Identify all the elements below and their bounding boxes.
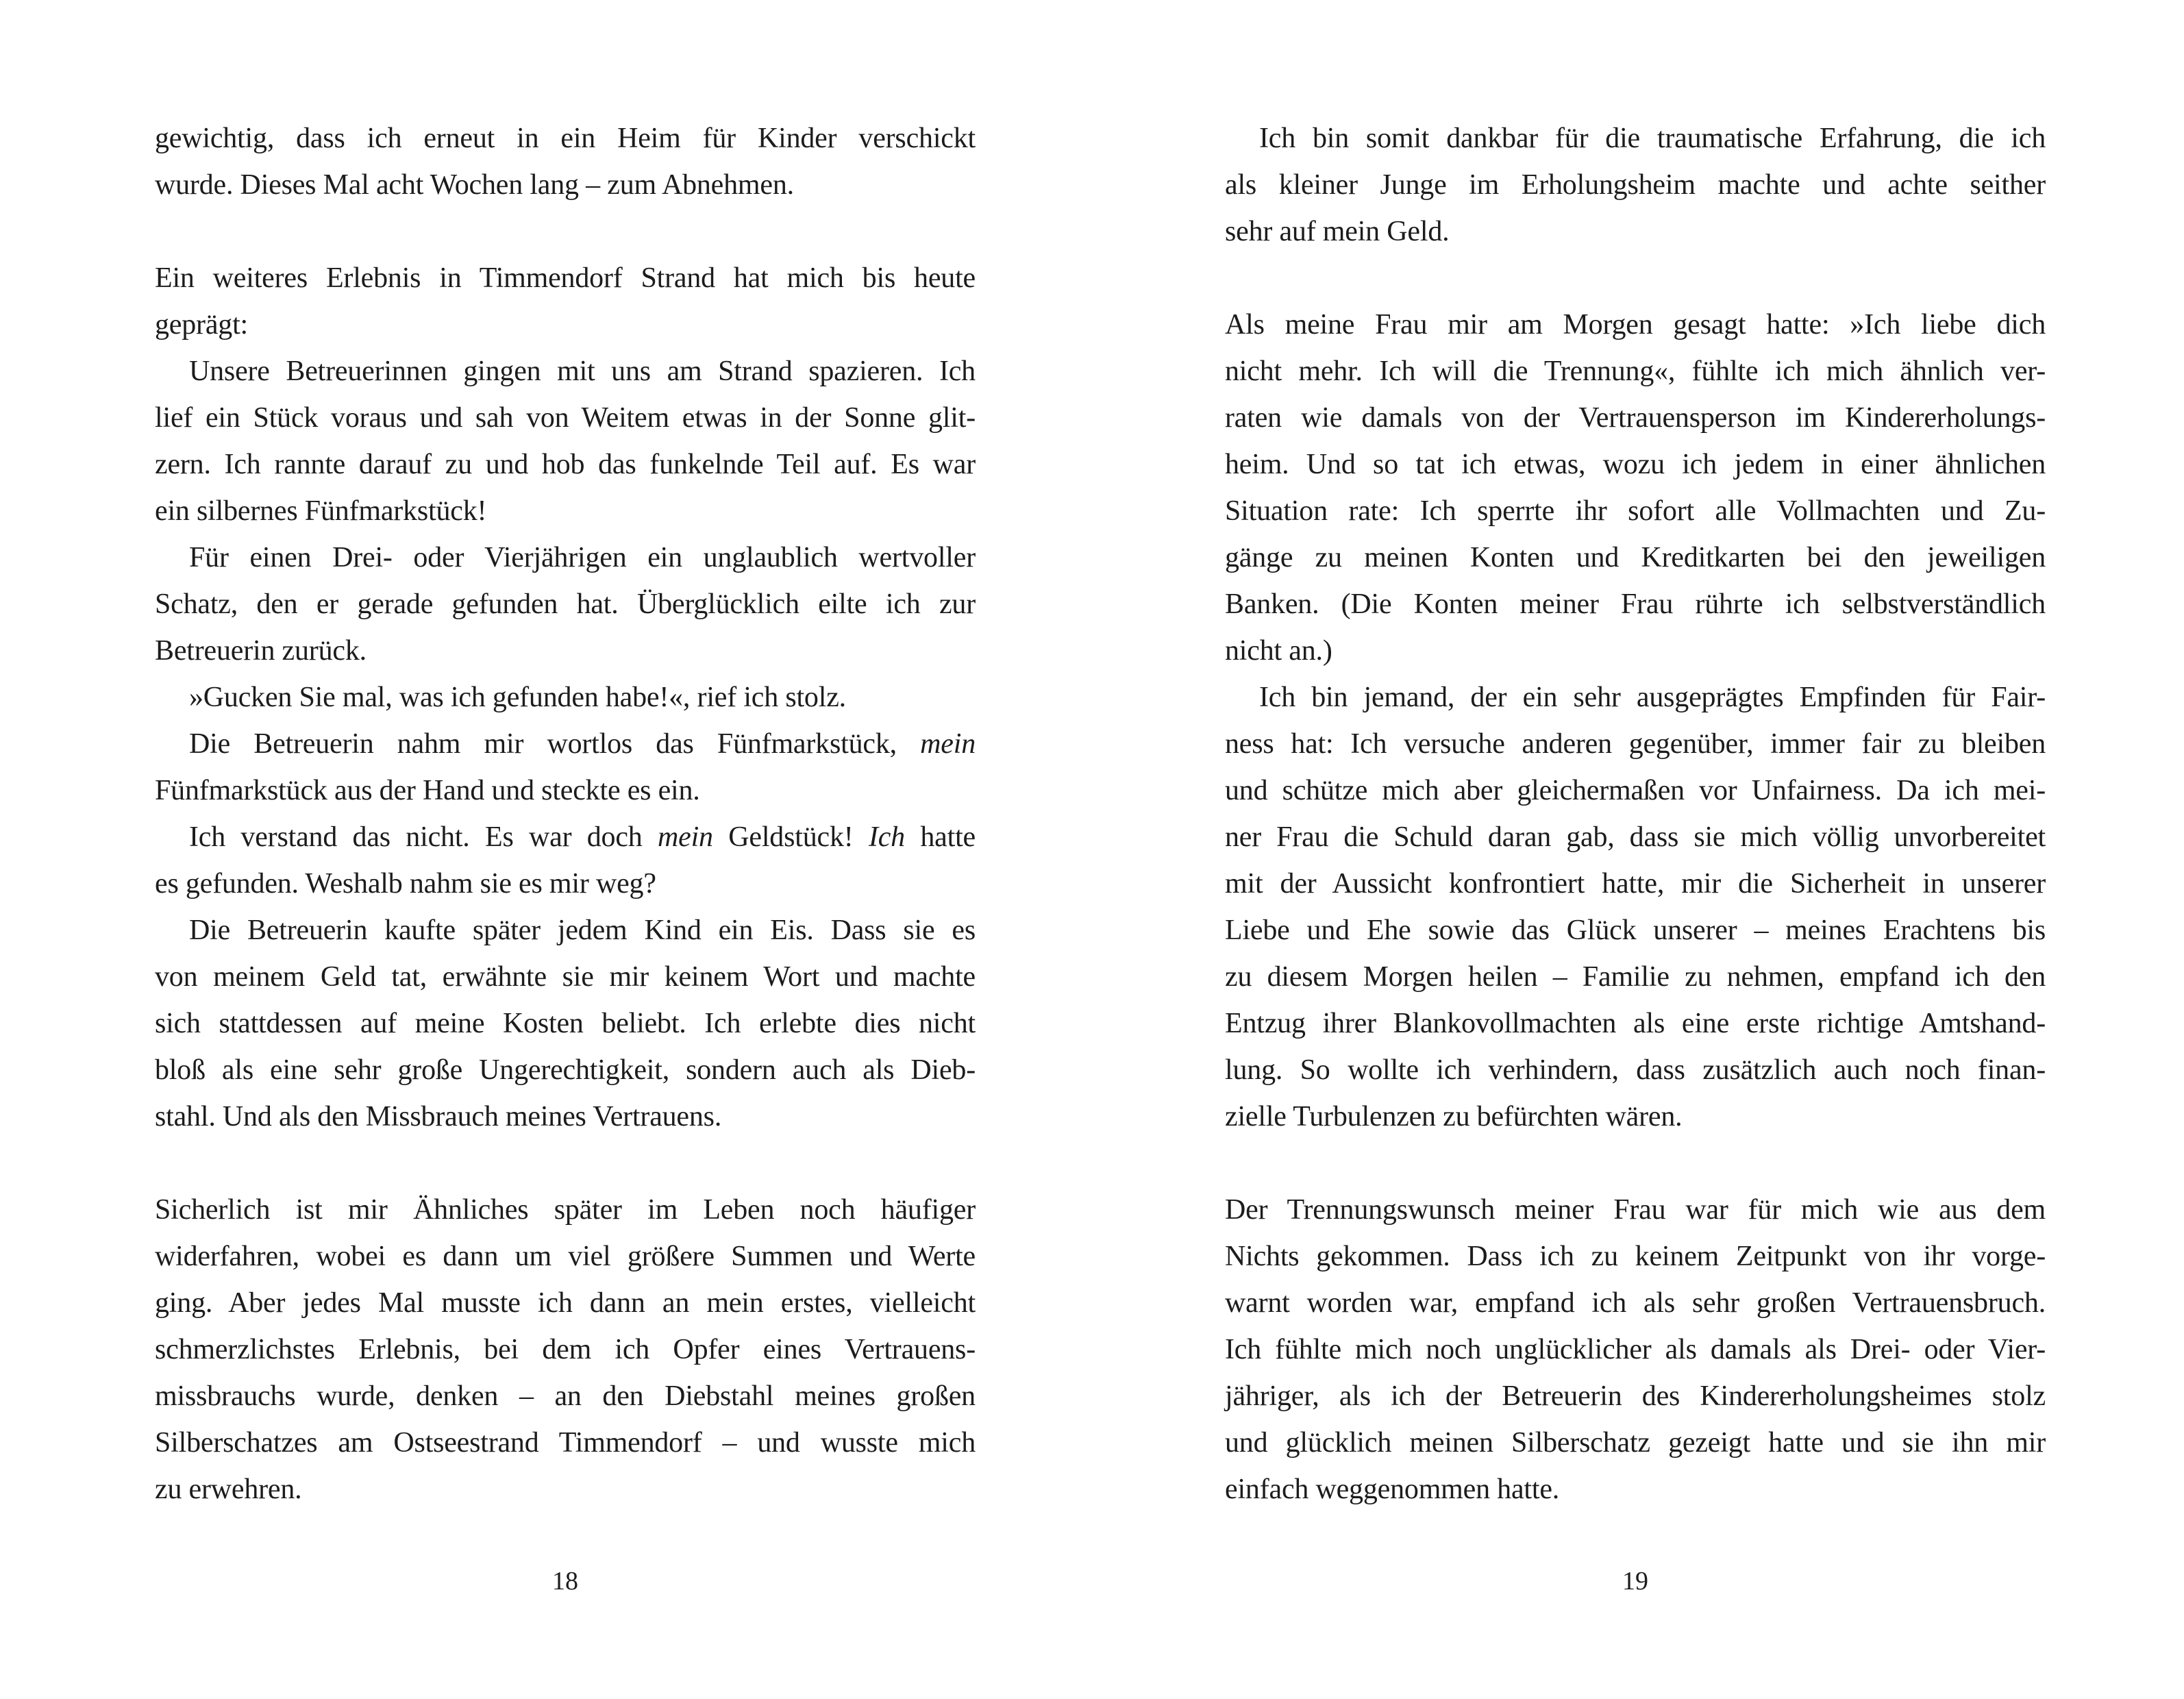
text-run: nicht an.) — [1225, 635, 1332, 667]
text-line — [1225, 1047, 2046, 1093]
text-run: Die Betreuerin nahm mir wortlos das Fünfmarkstück, — [189, 728, 921, 760]
text-run: Für einen Drei- oder Vierjährigen ein unglaublich wertvoller — [189, 542, 976, 573]
text-run: sich stattdessen auf meine Kosten beliebt. Ich erlebte dies nicht — [155, 1008, 976, 1039]
text-line — [155, 488, 976, 534]
text-line — [1225, 115, 2046, 162]
text-run: hatte — [904, 821, 976, 853]
page-right-number: 19 — [1622, 1567, 1648, 1596]
text-run: Fünfmarkstück aus der Hand und steckte es ein. — [155, 775, 700, 806]
paragraph — [155, 814, 976, 907]
text-run: Sicherlich ist mir Ähnliches später im Leben noch häufiger — [155, 1194, 976, 1226]
text-run: Betreuerin zurück. — [155, 635, 367, 667]
text-line — [155, 1326, 976, 1373]
page-left-text — [155, 115, 976, 1513]
text-line — [155, 814, 976, 860]
text-run: zu erwehren. — [155, 1474, 302, 1505]
text-run: raten wie damals von der Vertrauensperson im Kindererholungs- — [1225, 402, 2046, 434]
text-run: gewichtig, dass ich erneut in ein Heim für Kinder verschickt — [155, 123, 976, 154]
text-line — [155, 1280, 976, 1326]
text-line — [155, 628, 976, 674]
paragraph — [1225, 674, 2046, 1140]
text-run: Banken. (Die Konten meiner Frau rührte ich selbstverständlich — [1225, 588, 2046, 620]
paragraph — [1225, 301, 2046, 674]
text-line — [1225, 860, 2046, 907]
text-run: Ein weiteres Erlebnis in Timmendorf Strand hat mich bis heute — [155, 262, 976, 294]
text-line — [1225, 907, 2046, 954]
page-left-number: 18 — [552, 1567, 578, 1596]
text-line — [155, 954, 976, 1000]
text-run: Als meine Frau mir am Morgen gesagt hatte: »Ich liebe dich — [1225, 309, 2046, 340]
text-run: Schatz, den er gerade gefunden hat. Überglücklich eilte ich zur — [155, 588, 976, 620]
emphasized-text-run: mein — [920, 728, 976, 760]
text-line — [1225, 1187, 2046, 1233]
text-run: gänge zu meinen Konten und Kreditkarten bei den jeweiligen — [1225, 542, 2046, 573]
text-line — [155, 907, 976, 954]
text-line — [1225, 1326, 2046, 1373]
text-run: Der Trennungswunsch meiner Frau war für mich wie aus dem — [1225, 1194, 2046, 1226]
text-run: Ich bin somit dankbar für die traumatische Erfahrung, die ich — [1259, 123, 2046, 154]
text-run: ner Frau die Schuld daran gab, dass sie mich völlig unvorbereitet — [1225, 821, 2046, 853]
text-run: sehr auf mein Geld. — [1225, 216, 1450, 247]
text-run: es gefunden. Weshalb nahm sie es mir weg? — [155, 868, 656, 900]
page-right-text — [1225, 115, 2046, 1513]
text-line — [1225, 301, 2046, 348]
text-run: und schütze mich aber gleichermaßen vor Unfairness. Da ich mei- — [1225, 775, 2046, 806]
text-run: widerfahren, wobei es dann um viel größere Summen und Werte — [155, 1241, 976, 1272]
text-line — [1225, 581, 2046, 628]
text-run: zu diesem Morgen heilen – Familie zu nehmen, empfand ich den — [1225, 961, 2046, 993]
text-run: zern. Ich rannte darauf zu und hob das funkelnde Teil auf. Es war — [155, 449, 976, 480]
text-line — [1225, 1233, 2046, 1280]
paragraph — [155, 721, 976, 814]
text-run: Geldstück! — [712, 821, 869, 853]
text-line — [1225, 162, 2046, 208]
text-run: heim. Und so tat ich etwas, wozu ich jedem in einer ähnlichen — [1225, 449, 2046, 480]
text-run: geprägt: — [155, 309, 249, 340]
text-line — [155, 441, 976, 488]
text-line — [1225, 208, 2046, 255]
text-run: schmerzlichstes Erlebnis, bei dem ich Opfer eines Vertrauens- — [155, 1334, 976, 1365]
text-run: Nichts gekommen. Dass ich zu keinem Zeitpunkt von ihr vorge- — [1225, 1241, 2046, 1272]
text-line — [1225, 1280, 2046, 1326]
text-line — [1225, 1000, 2046, 1047]
text-line — [155, 162, 976, 208]
text-line — [155, 1093, 976, 1140]
paragraph — [155, 115, 976, 208]
text-run: Liebe und Ehe sowie das Glück unserer – meines Erachtens bis — [1225, 915, 2046, 946]
text-run: Unsere Betreuerinnen gingen mit uns am Strand spazieren. Ich — [189, 356, 976, 387]
text-line — [155, 348, 976, 395]
text-line — [1225, 1466, 2046, 1513]
text-line — [1225, 767, 2046, 814]
paragraph — [155, 255, 976, 348]
paragraph — [155, 1187, 976, 1513]
text-run: Silberschatzes am Ostseestrand Timmendorf – und wusste mich — [155, 1427, 976, 1459]
text-line — [1225, 488, 2046, 534]
text-line — [1225, 1373, 2046, 1419]
text-line — [155, 721, 976, 767]
text-line — [1225, 348, 2046, 395]
text-line — [155, 674, 976, 721]
text-run: Ich fühlte mich noch unglücklicher als damals als Drei- oder Vier- — [1225, 1334, 2046, 1365]
text-line — [1225, 441, 2046, 488]
text-run: warnt worden war, empfand ich als sehr großen Vertrauensbruch. — [1225, 1287, 2046, 1319]
text-line — [155, 581, 976, 628]
text-run: lief ein Stück voraus und sah von Weitem etwas in der Sonne glit- — [155, 402, 976, 434]
text-line — [155, 1233, 976, 1280]
text-line — [1225, 1419, 2046, 1466]
text-line — [1225, 721, 2046, 767]
paragraph — [155, 534, 976, 674]
text-run: Entzug ihrer Blankovollmachten als eine erste richtige Amtshand- — [1225, 1008, 2046, 1039]
text-run: zielle Turbulenzen zu befürchten wären. — [1225, 1101, 1683, 1132]
text-line — [155, 1373, 976, 1419]
text-line — [155, 301, 976, 348]
text-line — [155, 115, 976, 162]
text-line — [155, 1187, 976, 1233]
text-line — [155, 534, 976, 581]
emphasized-text-run: Ich — [868, 821, 905, 853]
text-line — [155, 255, 976, 301]
page-right — [1092, 0, 2184, 1699]
text-run: von meinem Geld tat, erwähnte sie mir keinem Wort und machte — [155, 961, 976, 993]
text-run: und glücklich meinen Silberschatz gezeigt hatte und sie ihn mir — [1225, 1427, 2046, 1459]
text-line — [1225, 1093, 2046, 1140]
text-line — [1225, 534, 2046, 581]
text-run: ging. Aber jedes Mal musste ich dann an mein erstes, vielleicht — [155, 1287, 976, 1319]
text-line — [1225, 628, 2046, 674]
text-run: nicht mehr. Ich will die Trennung«, fühlte ich mich ähnlich ver- — [1225, 356, 2046, 387]
text-line — [155, 395, 976, 441]
text-run: »Gucken Sie mal, was ich gefunden habe!«, rief ich stolz. — [189, 682, 846, 713]
paragraph — [155, 348, 976, 534]
text-line — [155, 1047, 976, 1093]
text-line — [1225, 954, 2046, 1000]
text-run: Ich verstand das nicht. Es war doch — [189, 821, 658, 853]
paragraph — [1225, 1187, 2046, 1513]
text-run: ness hat: Ich versuche anderen gegenüber, immer fair zu bleiben — [1225, 728, 2046, 760]
text-run: missbrauchs wurde, denken – an den Diebstahl meines großen — [155, 1380, 976, 1412]
text-line — [1225, 395, 2046, 441]
text-run: ein silbernes Fünfmarkstück! — [155, 495, 487, 527]
paragraph — [1225, 115, 2046, 255]
text-run: mit der Aussicht konfrontiert hatte, mir die Sicherheit in unserer — [1225, 868, 2046, 900]
text-run: einfach weggenommen hatte. — [1225, 1474, 1560, 1505]
text-line — [155, 860, 976, 907]
text-line — [155, 1466, 976, 1513]
text-line — [1225, 674, 2046, 721]
text-line — [155, 1000, 976, 1047]
emphasized-text-run: mein — [658, 821, 713, 853]
text-run: Situation rate: Ich sperrte ihr sofort alle Vollmachten und Zu- — [1225, 495, 2046, 527]
text-run: Ich bin jemand, der ein sehr ausgeprägtes Empfinden für Fair- — [1259, 682, 2046, 713]
text-run: lung. So wollte ich verhindern, dass zusätzlich auch noch finan- — [1225, 1054, 2046, 1086]
text-run: bloß als eine sehr große Ungerechtigkeit, sondern auch als Dieb- — [155, 1054, 976, 1086]
text-run: Die Betreuerin kaufte später jedem Kind ein Eis. Dass sie es — [189, 915, 976, 946]
text-line — [155, 767, 976, 814]
text-run: jähriger, als ich der Betreuerin des Kindererholungsheimes stolz — [1225, 1380, 2046, 1412]
text-run: wurde. Dieses Mal acht Wochen lang – zum Abnehmen. — [155, 169, 794, 201]
text-line — [1225, 814, 2046, 860]
text-line — [155, 1419, 976, 1466]
text-run: als kleiner Junge im Erholungsheim machte und achte seither — [1225, 169, 2046, 201]
text-run: stahl. Und als den Missbrauch meines Vertrauens. — [155, 1101, 722, 1132]
paragraph — [155, 907, 976, 1140]
paragraph — [155, 674, 976, 721]
